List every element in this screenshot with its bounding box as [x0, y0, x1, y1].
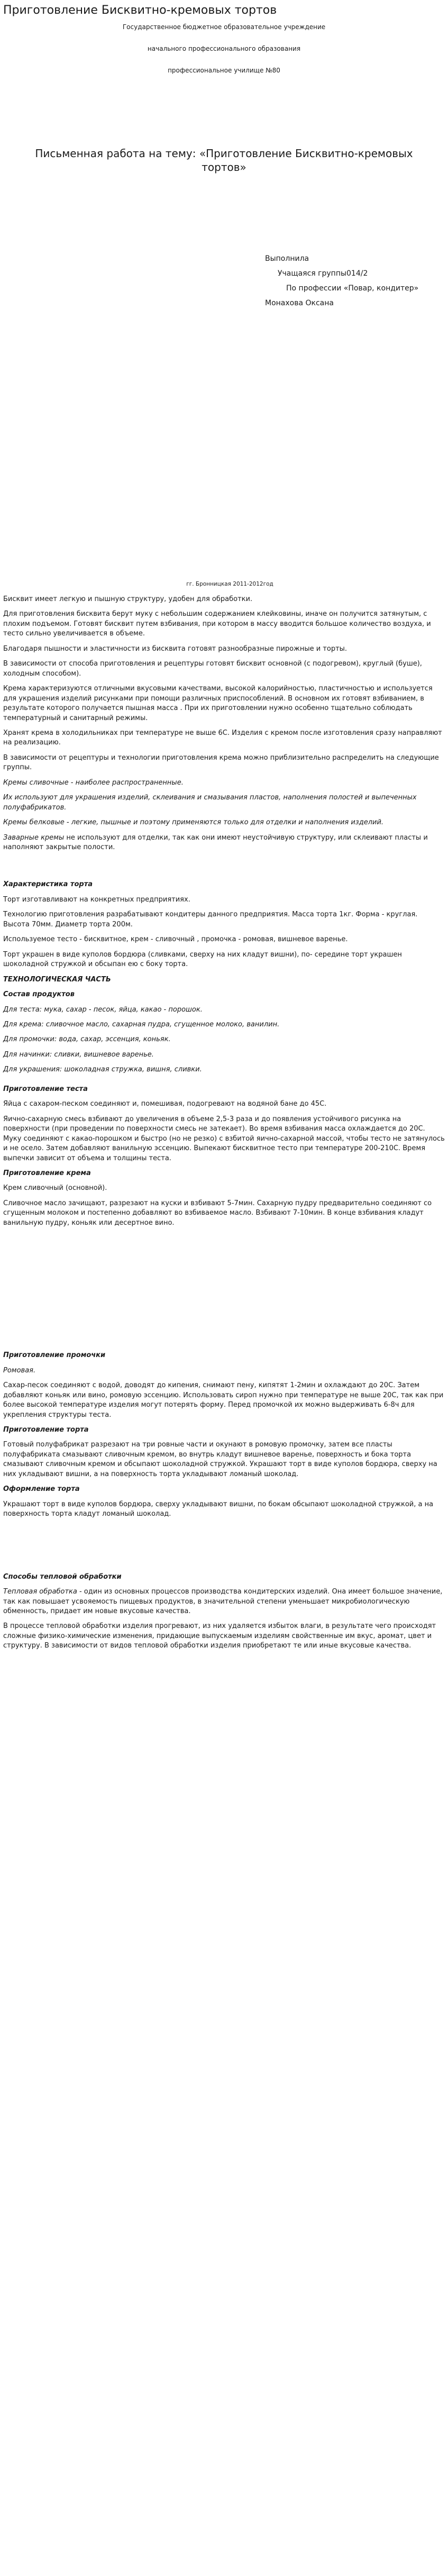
ingredients-item: Для промочки: вода, сахар, эссенция, коньяк.	[3, 1035, 171, 1044]
cream-paragraph: Сливочное масло зачищают, разрезают на куски и взбивают 5-7мин. Сахарную пудру предварительно соединяют со сгущенным молоком и постепенно добавляют во взбиваемое масло. Взбивают 7-10мин. В конце взбивания кладут ванильную пудру, коньяк или десертное вино.	[3, 1199, 432, 1227]
intro-paragraph: Бисквит имеет легкую и пышную структуру, удобен для обработки.	[3, 595, 253, 603]
cream-heading: Приготовление крема	[3, 1169, 91, 1177]
cream-paragraph: Крем сливочный (основной).	[3, 1184, 107, 1193]
heat-lead: Тепловая обработка	[3, 1588, 77, 1596]
technology-heading: ТЕХНОЛОГИЧЕСКАЯ ЧАСТЬ	[3, 975, 111, 984]
syrup-heading: Приготовление промочки	[3, 1351, 106, 1360]
author-line-4: Монахова Оксана	[265, 299, 334, 308]
cream-group-paragraph: Их используют для украшения изделий, склеивания и смазывания пластов, наполнения полостей и выпеченных полуфабрикатов.	[3, 794, 417, 812]
dough-heading: Приготовление теста	[3, 1085, 88, 1093]
city-year: гг. Бронницкая 2011-2012год	[186, 581, 273, 588]
characteristic-paragraph: Торт изготавливают на конкретных предприятиях.	[3, 895, 190, 904]
cake-prep-heading: Приготовление торта	[3, 1425, 89, 1434]
syrup-paragraph: Сахар-песок соединяют с водой, доводят до кипения, снимают пену, кипятят 1-2мин и охлаждают до 20С. Затем добавляют коньяк или вино, ромовую эссенцию. Использовать сироп нужно при температуре не выше 20С, так как при более высокой температуре изделия могут потерять форму. Перед промочкой их можно выдерживать 6-8ч для укрепления структуры теста.	[3, 1381, 444, 1419]
ingredients-item: Для начинки: сливки, вишневое варенье.	[3, 1050, 154, 1059]
characteristic-paragraph: Используемое тесто - бисквитное, крем - сливочный , промочка - ромовая, вишневое варенье.	[3, 935, 348, 944]
author-line-2: Учащаяся группы014/2	[278, 269, 368, 278]
characteristic-paragraph: Технологию приготовления разрабатывают кондитеры данного предприятия. Масса торта 1кг. Форма - круглая. Высота 70мм. Диаметр торта 200м.	[3, 911, 418, 929]
author-line-3: По профессии «Повар, кондитер»	[286, 284, 419, 293]
brewed-cream-lead: Заварные кремы	[3, 833, 65, 842]
syrup-paragraph: Ромовая.	[3, 1366, 36, 1375]
characteristic-heading: Характеристика торта	[3, 880, 93, 889]
intro-paragraph: Хранят крема в холодильниках при температуре не выше 6С. Изделия с кремом после изготовления сразу направляют на реализацию.	[3, 729, 442, 747]
heat-paragraph: В процессе тепловой обработки изделия прогревают, из них удаляется избыток влаги, в результате чего происходят сложные физико-химические изменения, придающие выпускаемым изделиям свойственные им вкус, аромат, цвет и структуру. В зависимости от видов тепловой обработки изделия приобретают те или иные вкусовые качества.	[3, 1622, 436, 1650]
heat-lead-text: - один из основных процессов производства кондитерских изделий. Она имеет большое значение, так как повышает усвояемость пищевых продуктов, в значительной степени уменьшает микробиологическую обменность, придает им новые вкусовые качества.	[3, 1588, 443, 1615]
syrup-section	[3, 1351, 445, 1420]
institution-line-3: профессиональное училище №80	[168, 66, 280, 74]
cake-prep-paragraph: Готовый полуфабрикат разрезают на три ровные части и окунают в ромовую промочку, затем все пласты полуфабриката смазывают сливочным кремом, во внутрь кладут вишневое варенье, поверхность и бока торта смазывают сливочным кремом и обсыпают шоколадной стружкой. Украшают торт в виде куполов бордюра, сверху на них укладывают вишни, а на поверхность торта укладывают ломаный шоколад.	[3, 1441, 437, 1478]
institution-line-2: начального профессионального образования	[147, 44, 301, 52]
cream-group-paragraph: Кремы белковые - легкие, пышные и поэтому применяются только для отделки и наполнения изделий.	[3, 818, 384, 827]
cream-section	[3, 1169, 445, 1228]
cake-prep-section	[3, 1425, 445, 1479]
intro-paragraph: Крема характеризуются отличными вкусовыми качествами, высокой калорийностью, пластичностью и используется для украшения изделий рисунками при помощи различных приспособлений. В основном их готовят взбиванием, в результате которого получается пышная масса . При их приготовлении нужно особенно тщательно соблюдать температурный и санитарный режимы.	[3, 685, 433, 722]
work-title: Письменная работа на тему: «Приготовление Бисквитно-кремовых тортов»	[35, 147, 413, 174]
characteristic-paragraph: Торт украшен в виде куполов бордюра (сливками, сверху на них кладут вишни), по- середине торт украшен шоколадной стружкой и обсыпан ею с боку торта.	[3, 950, 402, 969]
dough-paragraph: Яично-сахарную смесь взбивают до увеличения в объеме 2,5-3 раза и до появления устойчивого рисунка на поверхности (при проведении по поверхности смесь не затекает). Во время взбивания масса охлаждается до 20С. Муку соединяют с какао-порошком и быстро (но не резко) с взбитой яично-сахарной массой, чтобы тесто не затянулось и не осело. Затем добавляют ванильную эссенцию. Выпекают бисквитное тесто при температуре 200-210С. Время выпечки зависит от объема и толщины теста.	[3, 1115, 445, 1162]
heat-heading: Способы тепловой обработки	[3, 1572, 122, 1581]
characteristic-section	[3, 880, 445, 969]
intro-paragraph: Для приготовления бисквита берут муку с небольшим содержанием клейковины, иначе он получится затянутым, с плохим подъемом. Готовят бисквит путем взбивания, при котором в массу вводится большое количество воздуха, и тесто сильно увеличивается в объеме.	[3, 610, 431, 638]
intro-paragraph: В зависимости от рецептуры и технологии приготовления крема можно приблизительно распределить на следующие группы.	[3, 753, 439, 772]
intro-paragraph: Благодаря пышности и эластичности из бисквита готовят разнообразные пирожные и торты.	[3, 644, 348, 653]
heat-paragraph	[3, 1587, 445, 1616]
dough-section	[3, 1085, 445, 1163]
decoration-section	[3, 1485, 445, 1519]
institution-line-1: Государственное бюджетное образовательное учреждение	[122, 23, 326, 31]
decoration-paragraph: Украшают торт в виде куполов бордюра, сверху укладывают вишни, по бокам обсыпают шоколадной стружкой, а на поверхность торта кладут ломаный шоколад.	[3, 1500, 434, 1518]
dough-paragraph: Яйца с сахаром-песком соединяют и, помешивая, подогревают на водяной бане до 45С.	[3, 1100, 327, 1108]
intro-paragraph: В зависимости от способа приготовления и рецептуры готовят бисквит основной (с подогревом), круглый (буше), холодным способом).	[3, 660, 422, 678]
cream-group-paragraph: Кремы сливочные - наиболее распространенные.	[3, 778, 184, 787]
ingredients-item: Для украшения: шоколадная стружка, вишня, сливки.	[3, 1066, 202, 1074]
brewed-cream-text: не используют для отделки, так как они имеют неустойчивую структуру, или склеивают пласты и наполняют закрытые полости.	[3, 833, 428, 852]
heat-section	[3, 1572, 445, 1651]
ingredients-heading: Состав продуктов	[3, 990, 75, 999]
document-title: Приготовление Бисквитно-кремовых тортов	[3, 4, 277, 17]
ingredients-item: Для крема: сливочное масло, сахарная пудра, сгущенное молоко, ванилин.	[3, 1021, 280, 1029]
decoration-heading: Оформление торта	[3, 1485, 80, 1494]
brewed-cream-paragraph	[3, 833, 445, 853]
author-block	[265, 251, 445, 311]
technology-section	[3, 975, 445, 1075]
author-line-1: Выполнила	[265, 254, 309, 263]
intro-section	[3, 595, 445, 853]
ingredients-item: Для теста: мука, сахар - песок, яйца, какао - порошок.	[3, 1005, 203, 1014]
